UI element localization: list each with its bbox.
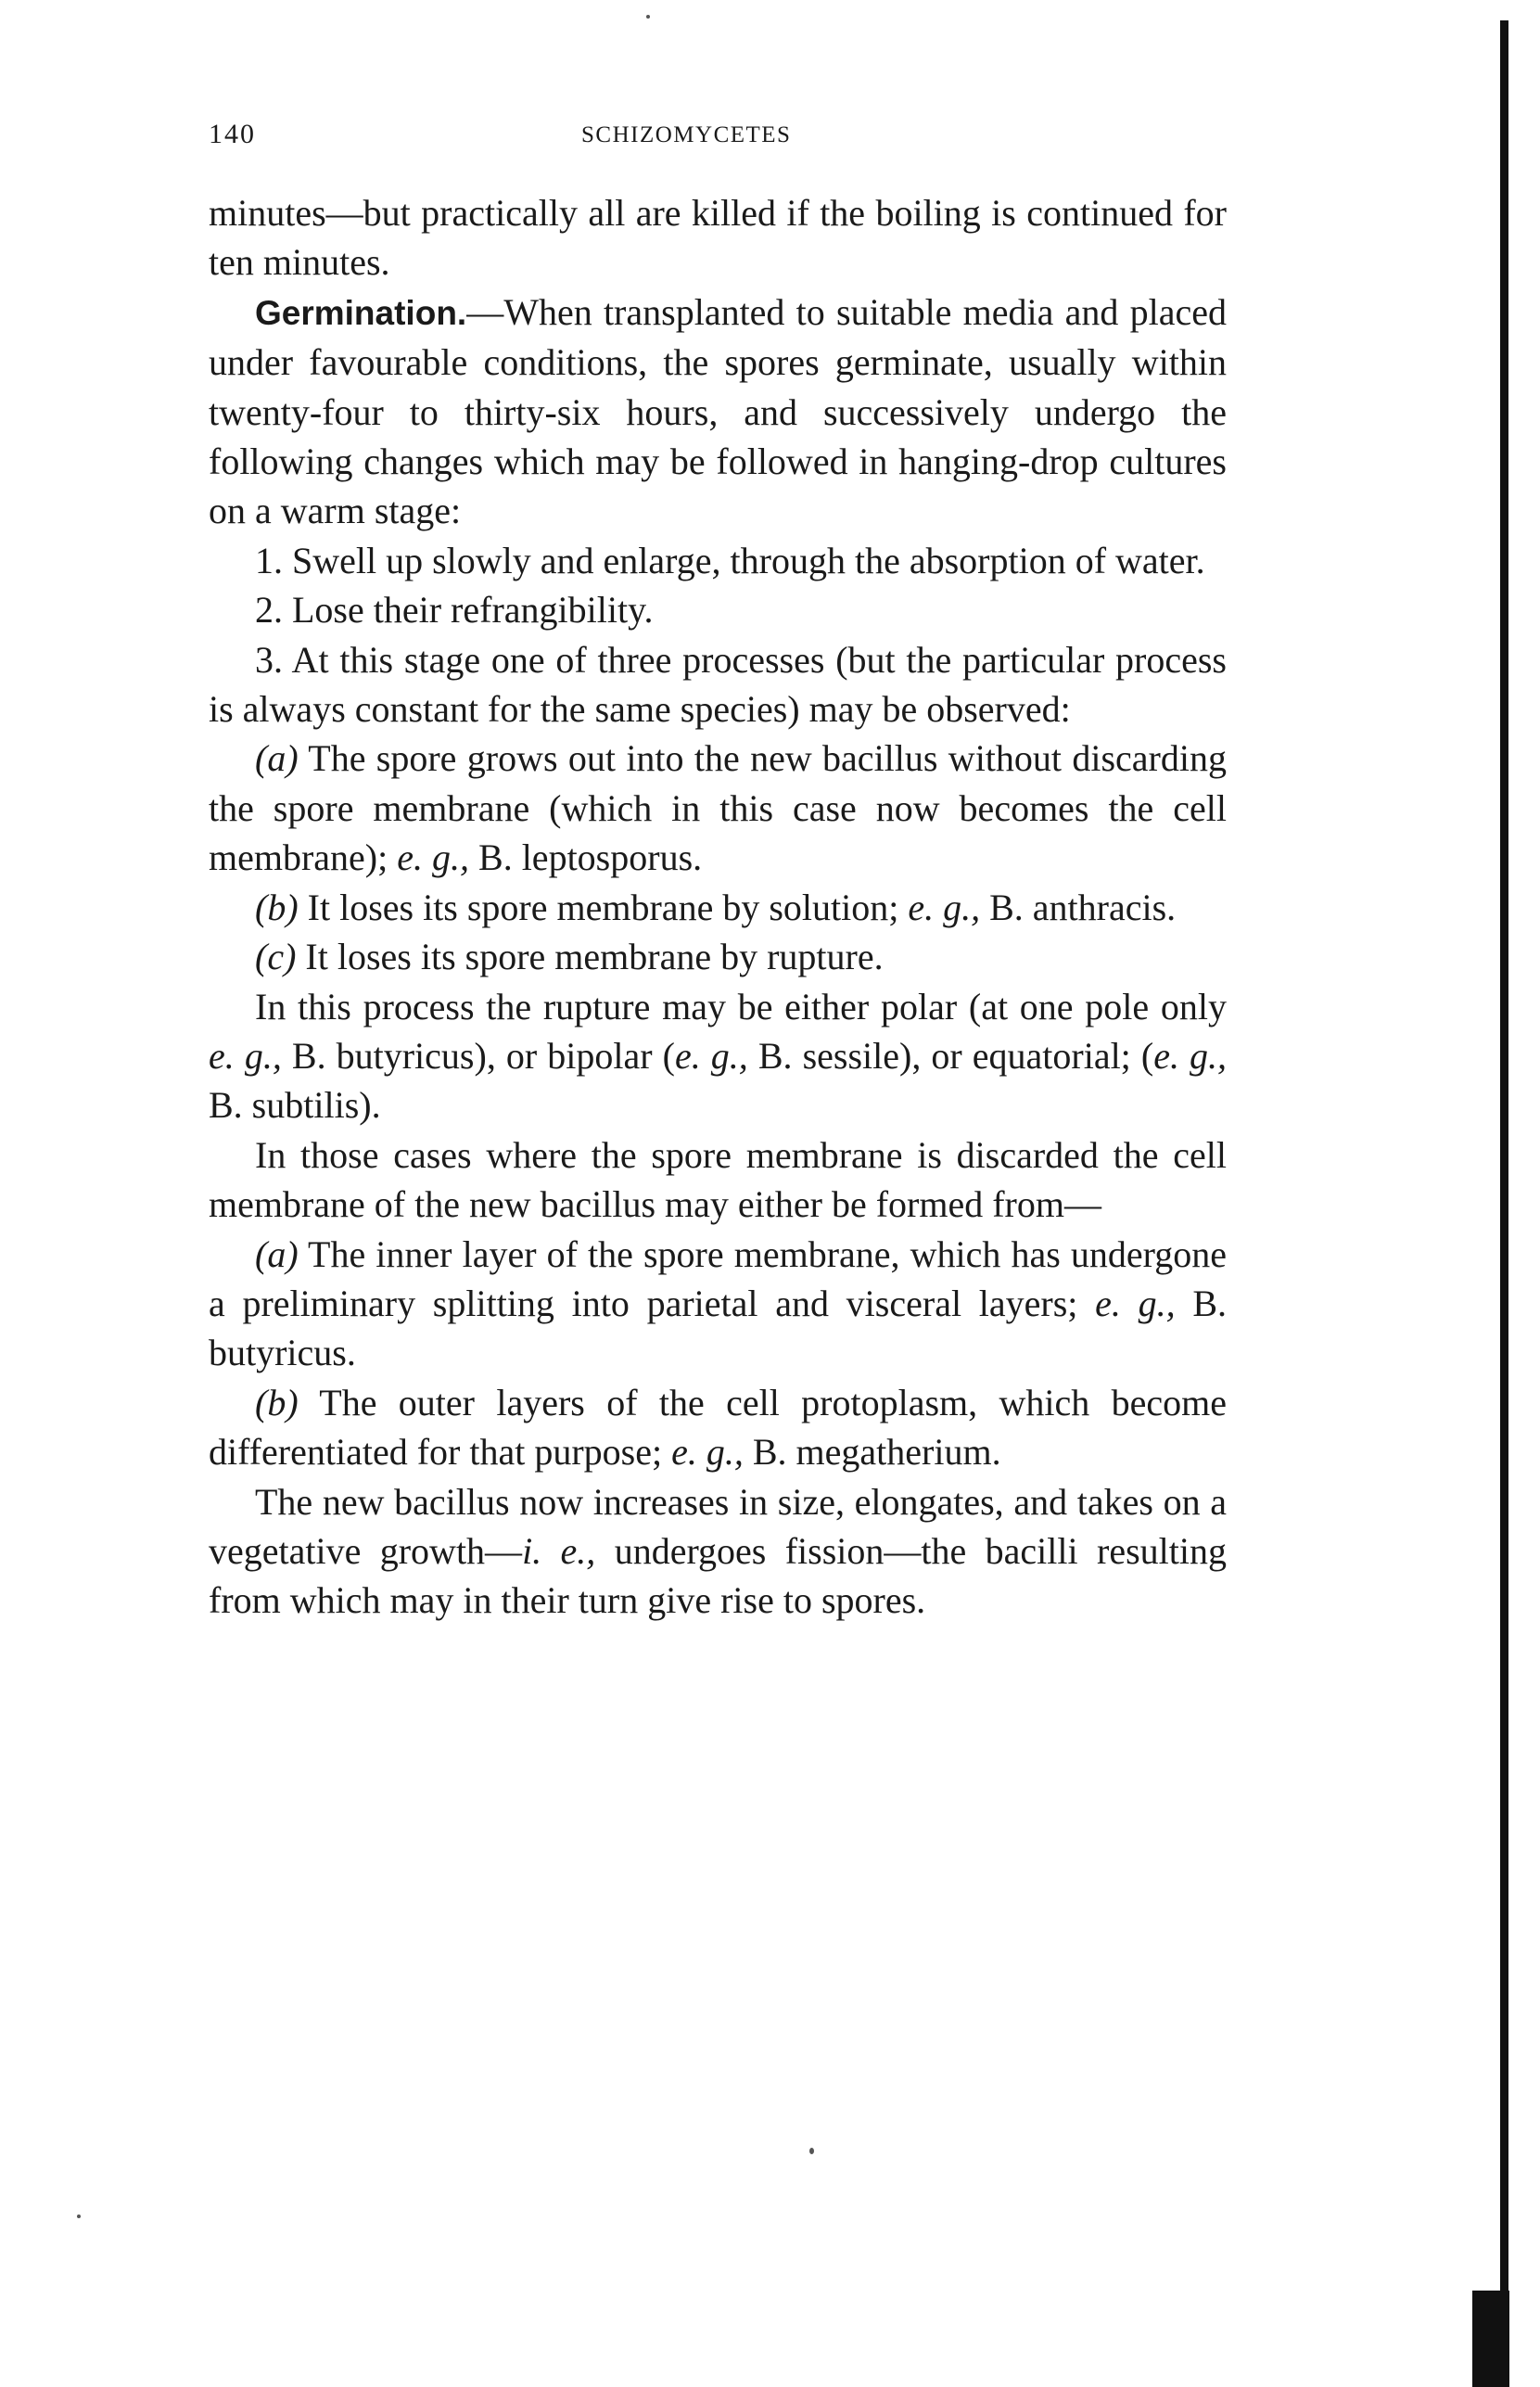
paragraph-germination: Germination.—When transplanted to suitable media and placed under favourable conditions, the spores germinate, usually within twenty-four to thirty-six hours, and successively undergo the following changes which may be followed in hanging-drop cultures on a warm stage: xyxy=(209,290,1227,532)
page-number: 140 xyxy=(209,119,256,149)
sub-item-a-inner-layer: (a) The inner layer of the spore membrane, which has undergone a preliminary splitting into parietal and visceral layers; e. g., B. butyricus. xyxy=(209,1232,1228,1374)
paragraph-discarded-cases: In those cases where the spore membrane is discarded the cell membrane of the new bacillus may either be formed from— xyxy=(209,1133,1227,1226)
list-item-2: 2. Lose their refrangibility. xyxy=(255,589,654,632)
page-body xyxy=(209,188,1227,1626)
running-head: SCHIZOMYCETES xyxy=(581,122,792,147)
scan-speck xyxy=(77,2215,81,2218)
paragraph-rupture: In this process the rupture may be either polar (at one pole only e. g., B. butyricus), or bipolar (e. g., B. sessile), or equatorial; (e. g., B. subtilis). xyxy=(209,985,1228,1127)
list-item-1: 1. Swell up slowly and enlarge, through the absorption of water. xyxy=(255,539,1205,581)
sub-item-c: (c) It loses its spore membrane by rupture. xyxy=(255,936,884,978)
page-header xyxy=(209,119,1228,156)
scan-speck xyxy=(809,2148,814,2154)
sub-item-b: (b) It loses its spore membrane by solution; e. g., B. anthracis. xyxy=(255,886,1177,928)
paragraph-new-bacillus: The new bacillus now increases in size, elongates, and takes on a vegetative growth—i. e., undergoes fission—the bacilli resulting from which may in their turn give rise to spores. xyxy=(209,1480,1227,1622)
list-item-3: 3. At this stage one of three processes (but the particular process is always constant for the same species) may be observed: xyxy=(209,638,1227,731)
scan-speck xyxy=(646,15,650,19)
section-heading-germination: Germination. xyxy=(255,293,467,332)
page-edge-shadow xyxy=(1500,20,1508,2376)
sub-item-b-outer-layers: (b) The outer layers of the cell protoplasm, which become differentiated for that purpose; e. g., B. megatherium. xyxy=(209,1381,1227,1474)
page-edge-shadow-foot xyxy=(1472,2291,1509,2387)
paragraph-continued: minutes—but practically all are killed if the boiling is continued for ten minutes. xyxy=(209,192,1227,284)
sub-item-a: (a) The spore grows out into the new bacillus without discarding the spore membrane (which in this case now becomes the cell membrane); e. g., B. leptosporus. xyxy=(209,737,1227,879)
